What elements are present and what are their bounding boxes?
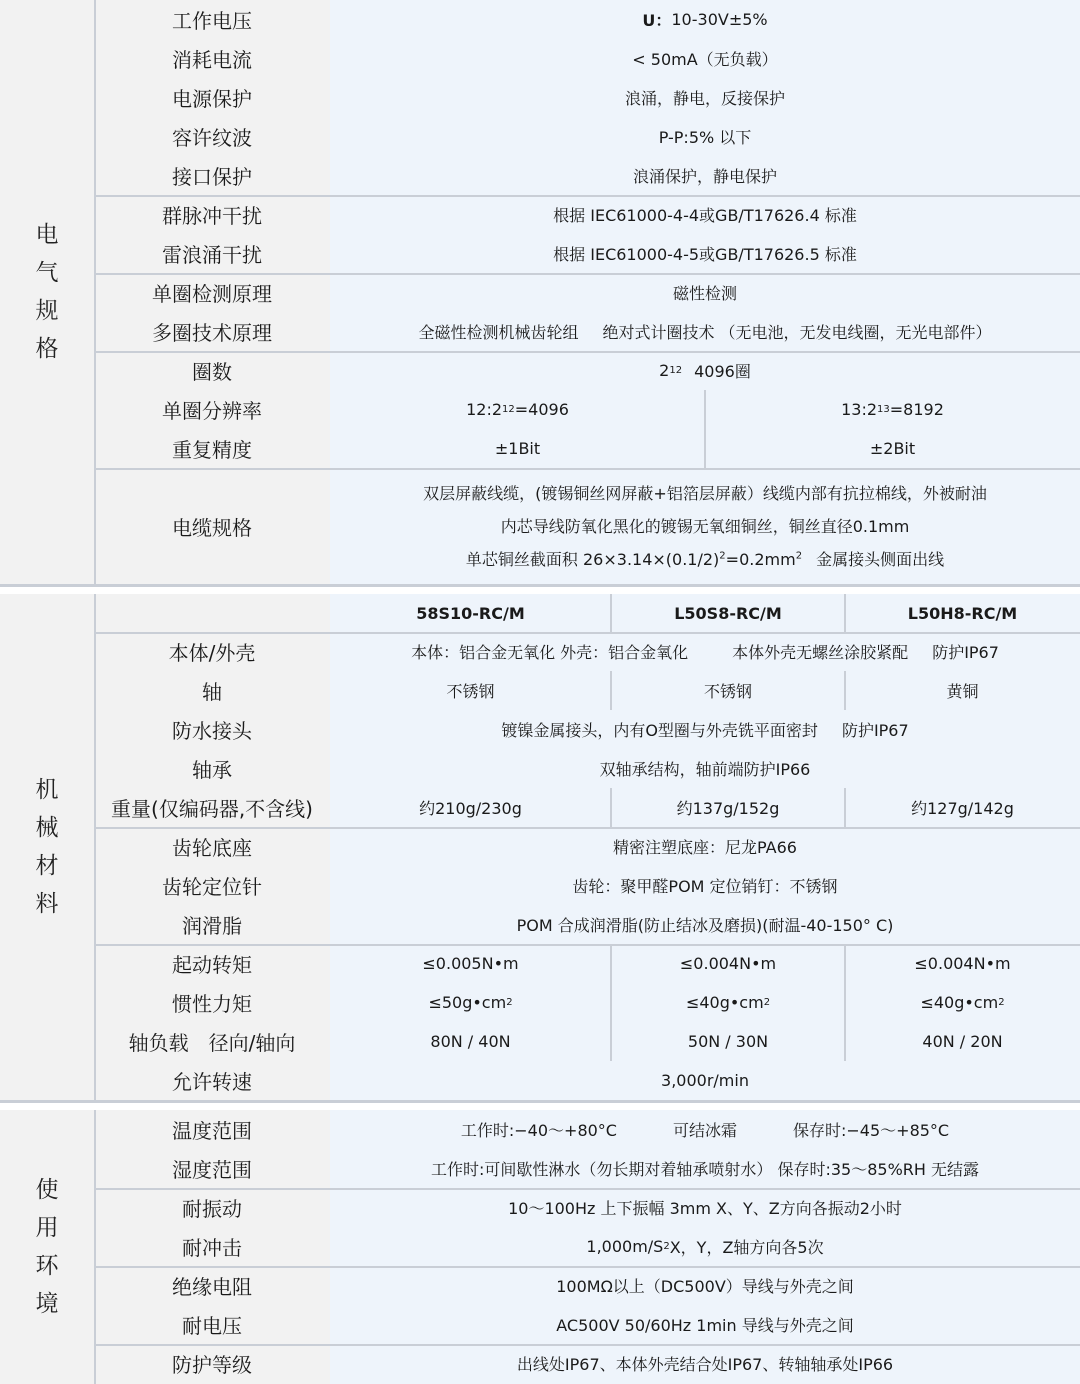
row-shock: 耐冲击 1,000m/S 2 X，Y，Z轴方向各5次 [182,1236,824,1260]
row-voltage: 工作电压 U： 10-30V±5% [172,9,768,33]
row-gear-base: 齿轮底座 精密注塑底座：尼龙PA66 [172,836,797,860]
row-repeat: 重复精度 ±1Bit ±2Bit [172,438,916,462]
row-ip: 防护等级 出线处IP67、本体外壳结合处IP67、转轴轴承处IP66 [172,1353,894,1377]
row-interface-protect: 接口保护 浪涌保护，静电保护 [172,165,777,189]
row-vibration: 耐振动 10～100Hz 上下振幅 3mm X、Y、Z方向各振动2小时 [182,1197,902,1221]
row-body: 本体/外壳 本体：铝合金无氧化 外壳：铝合金氧化 本体外壳无螺丝涂胶紧配 防护IP67 [168,641,999,665]
row-current: 消耗电流 < 50mA（无负载） [172,48,778,72]
section-electrical [0,0,1080,584]
row-torque: 起动转矩 ≤0.005N•m ≤0.004N•m ≤0.004N•m [172,953,1011,977]
section-environment [0,1110,1080,1384]
row-humidity: 湿度范围 工作时:可间歇性淋水（勿长期对着轴承喷射水） 保存时:35～85%RH 无结露 [172,1158,980,1182]
row-speed: 允许转速 3,000r/min [172,1070,749,1094]
row-resolution: 单圈分辨率 12:2 12 =4096 13:2 13 =8192 [162,399,944,423]
section-mechanical [0,594,1080,1100]
row-weight: 重量(仅编码器,不含线) 约210g/230g 约137g/152g 约127g/142g [111,797,1014,821]
row-withstand: 耐电压 AC500V 50/60Hz 1min 导线与外壳之间 [182,1314,854,1338]
row-gear-pin: 齿轮定位针 齿轮：聚甲醛POM 定位销钉：不锈钢 [162,875,838,899]
row-temp: 温度范围 工作时:−40～+80°C 可结冰霜 保存时:−45～+85°C [172,1119,950,1143]
row-models-header: 58S10-RC/M L50S8-RC/M L50H8-RC/M [416,604,1018,623]
category-environment: 使 用 环 境 [35,1177,59,1317]
category-electrical: 电 气 规 格 [35,222,59,362]
category-mechanical: 机 械 材 料 [35,777,59,917]
row-ripple: 容许纹波 P-P:5% 以下 [172,126,752,150]
row-surge: 雷浪涌干扰 根据 IEC61000-4-5或GB/T17626.5 标准 [162,243,857,267]
row-single-principle: 单圈检测原理 磁性检测 [152,282,737,306]
row-bearing: 轴承 双轴承结构，轴前端防护IP66 [192,758,811,782]
row-power-protect: 电源保护 浪涌，静电，反接保护 [172,87,785,111]
row-insulation: 绝缘电阻 100MΩ以上（DC500V）导线与外壳之间 [172,1275,854,1299]
row-load: 轴负载 径向/轴向 80N / 40N 50N / 30N 40N / 20N [128,1031,1003,1055]
row-burst: 群脉冲干扰 根据 IEC61000-4-4或GB/T17626.4 标准 [162,204,857,228]
row-grease: 润滑脂 POM 合成润滑脂(防止结冰及磨损)(耐温-40-150° C) [182,914,894,938]
row-turns: 圈数 2 12 4096圈 [192,360,751,384]
row-inertia: 惯性力矩 ≤50g•cm 2 ≤40g•cm 2 ≤40g•cm 2 [172,992,1005,1016]
row-multi-principle: 多圈技术原理 全磁性检测机械齿轮组 绝对式计圈技术 （无电池，无发电线圈，无光电部件） [152,321,992,345]
row-waterproof: 防水接头 镀镍金属接头，内有O型圈与外壳铣平面密封 防护IP67 [172,719,909,743]
row-cable: 电缆规格 双层屏蔽线缆，(镀锡铜丝网屏蔽+铝箔层屏蔽）线缆内部有抗拉棉线，外被耐油 内芯导线防氧化黑化的镀锡无氧细铜丝，铜丝直径0.1mm 单芯铜丝截面积 $26\times 3.14\times(0.1/2)^2=0.2mm^2$ 金属接头侧面出线 [172,483,987,569]
row-shaft: 轴 不锈钢 不锈钢 黄铜 [202,680,979,704]
